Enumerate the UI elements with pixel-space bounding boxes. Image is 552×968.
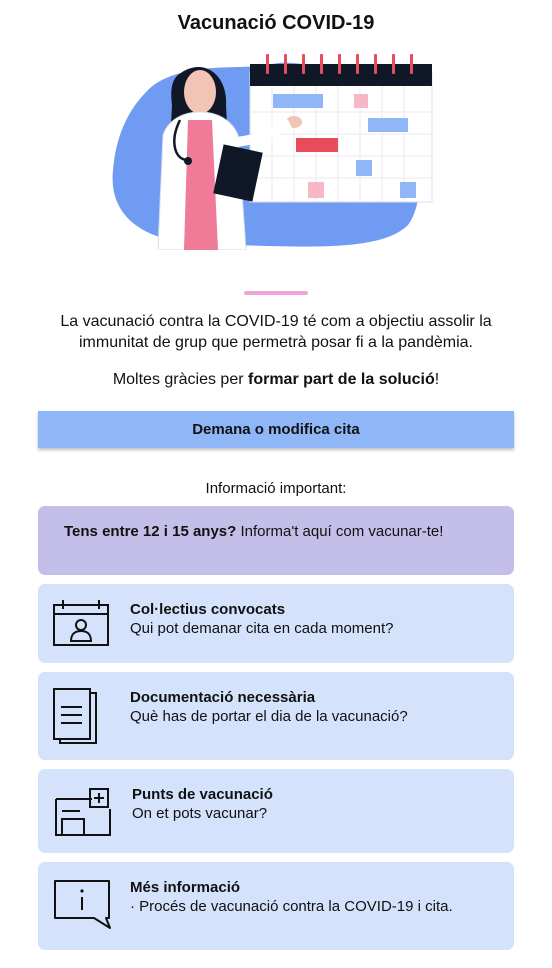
card-subtitle: Qui pot demanar cita en cada moment? xyxy=(130,620,394,637)
card-required-documents-text xyxy=(130,688,500,726)
card-title: Documentació necessària xyxy=(130,689,316,706)
card-title: Punts de vacunació xyxy=(132,786,273,803)
clinic-icon xyxy=(52,785,114,837)
doctor-calendar-illustration xyxy=(108,50,438,250)
page-title: Vacunació COVID-19 xyxy=(177,12,375,34)
card-subtitle: · Procés de vacunació contra la COVID-19 i cita. xyxy=(130,898,453,915)
thanks-suffix: ! xyxy=(434,371,440,388)
section-divider xyxy=(244,291,308,295)
card-title: Més informació xyxy=(130,879,241,896)
card-more-information[interactable] xyxy=(38,862,514,950)
thanks-bold: formar part de la solució xyxy=(248,371,435,388)
card-vaccination-points-text xyxy=(132,785,500,823)
card-subtitle: On et pots vacunar? xyxy=(132,805,268,822)
thanks-prefix: Moltes gràcies per xyxy=(112,371,248,388)
teen-vaccination-card[interactable] xyxy=(38,506,514,575)
card-convened-groups[interactable] xyxy=(38,584,514,663)
thanks-text xyxy=(30,369,522,390)
card-title: Col·lectius convocats xyxy=(130,601,286,618)
calendar-person-icon xyxy=(52,599,110,647)
card-vaccination-points[interactable] xyxy=(38,769,514,853)
request-appointment-button[interactable]: Demana o modifica cita xyxy=(38,411,514,448)
important-info-heading: Informació important: xyxy=(205,480,347,497)
teen-card-rest: Informa't aquí com vacunar-te! xyxy=(236,523,444,540)
intro-text: La vacunació contra la COVID-19 té com a objectiu assolir la immunitat de grup que permetrà posar fi a la pandèmia. xyxy=(60,313,492,351)
info-speech-icon xyxy=(52,878,112,932)
card-convened-groups-text xyxy=(130,600,500,638)
card-required-documents[interactable] xyxy=(38,672,514,760)
documents-icon xyxy=(52,687,98,745)
teen-card-text xyxy=(64,522,494,541)
teen-card-bold: Tens entre 12 i 15 anys? xyxy=(64,523,237,540)
card-subtitle: Què has de portar el dia de la vacunació? xyxy=(130,708,408,725)
card-more-information-text xyxy=(130,878,490,916)
